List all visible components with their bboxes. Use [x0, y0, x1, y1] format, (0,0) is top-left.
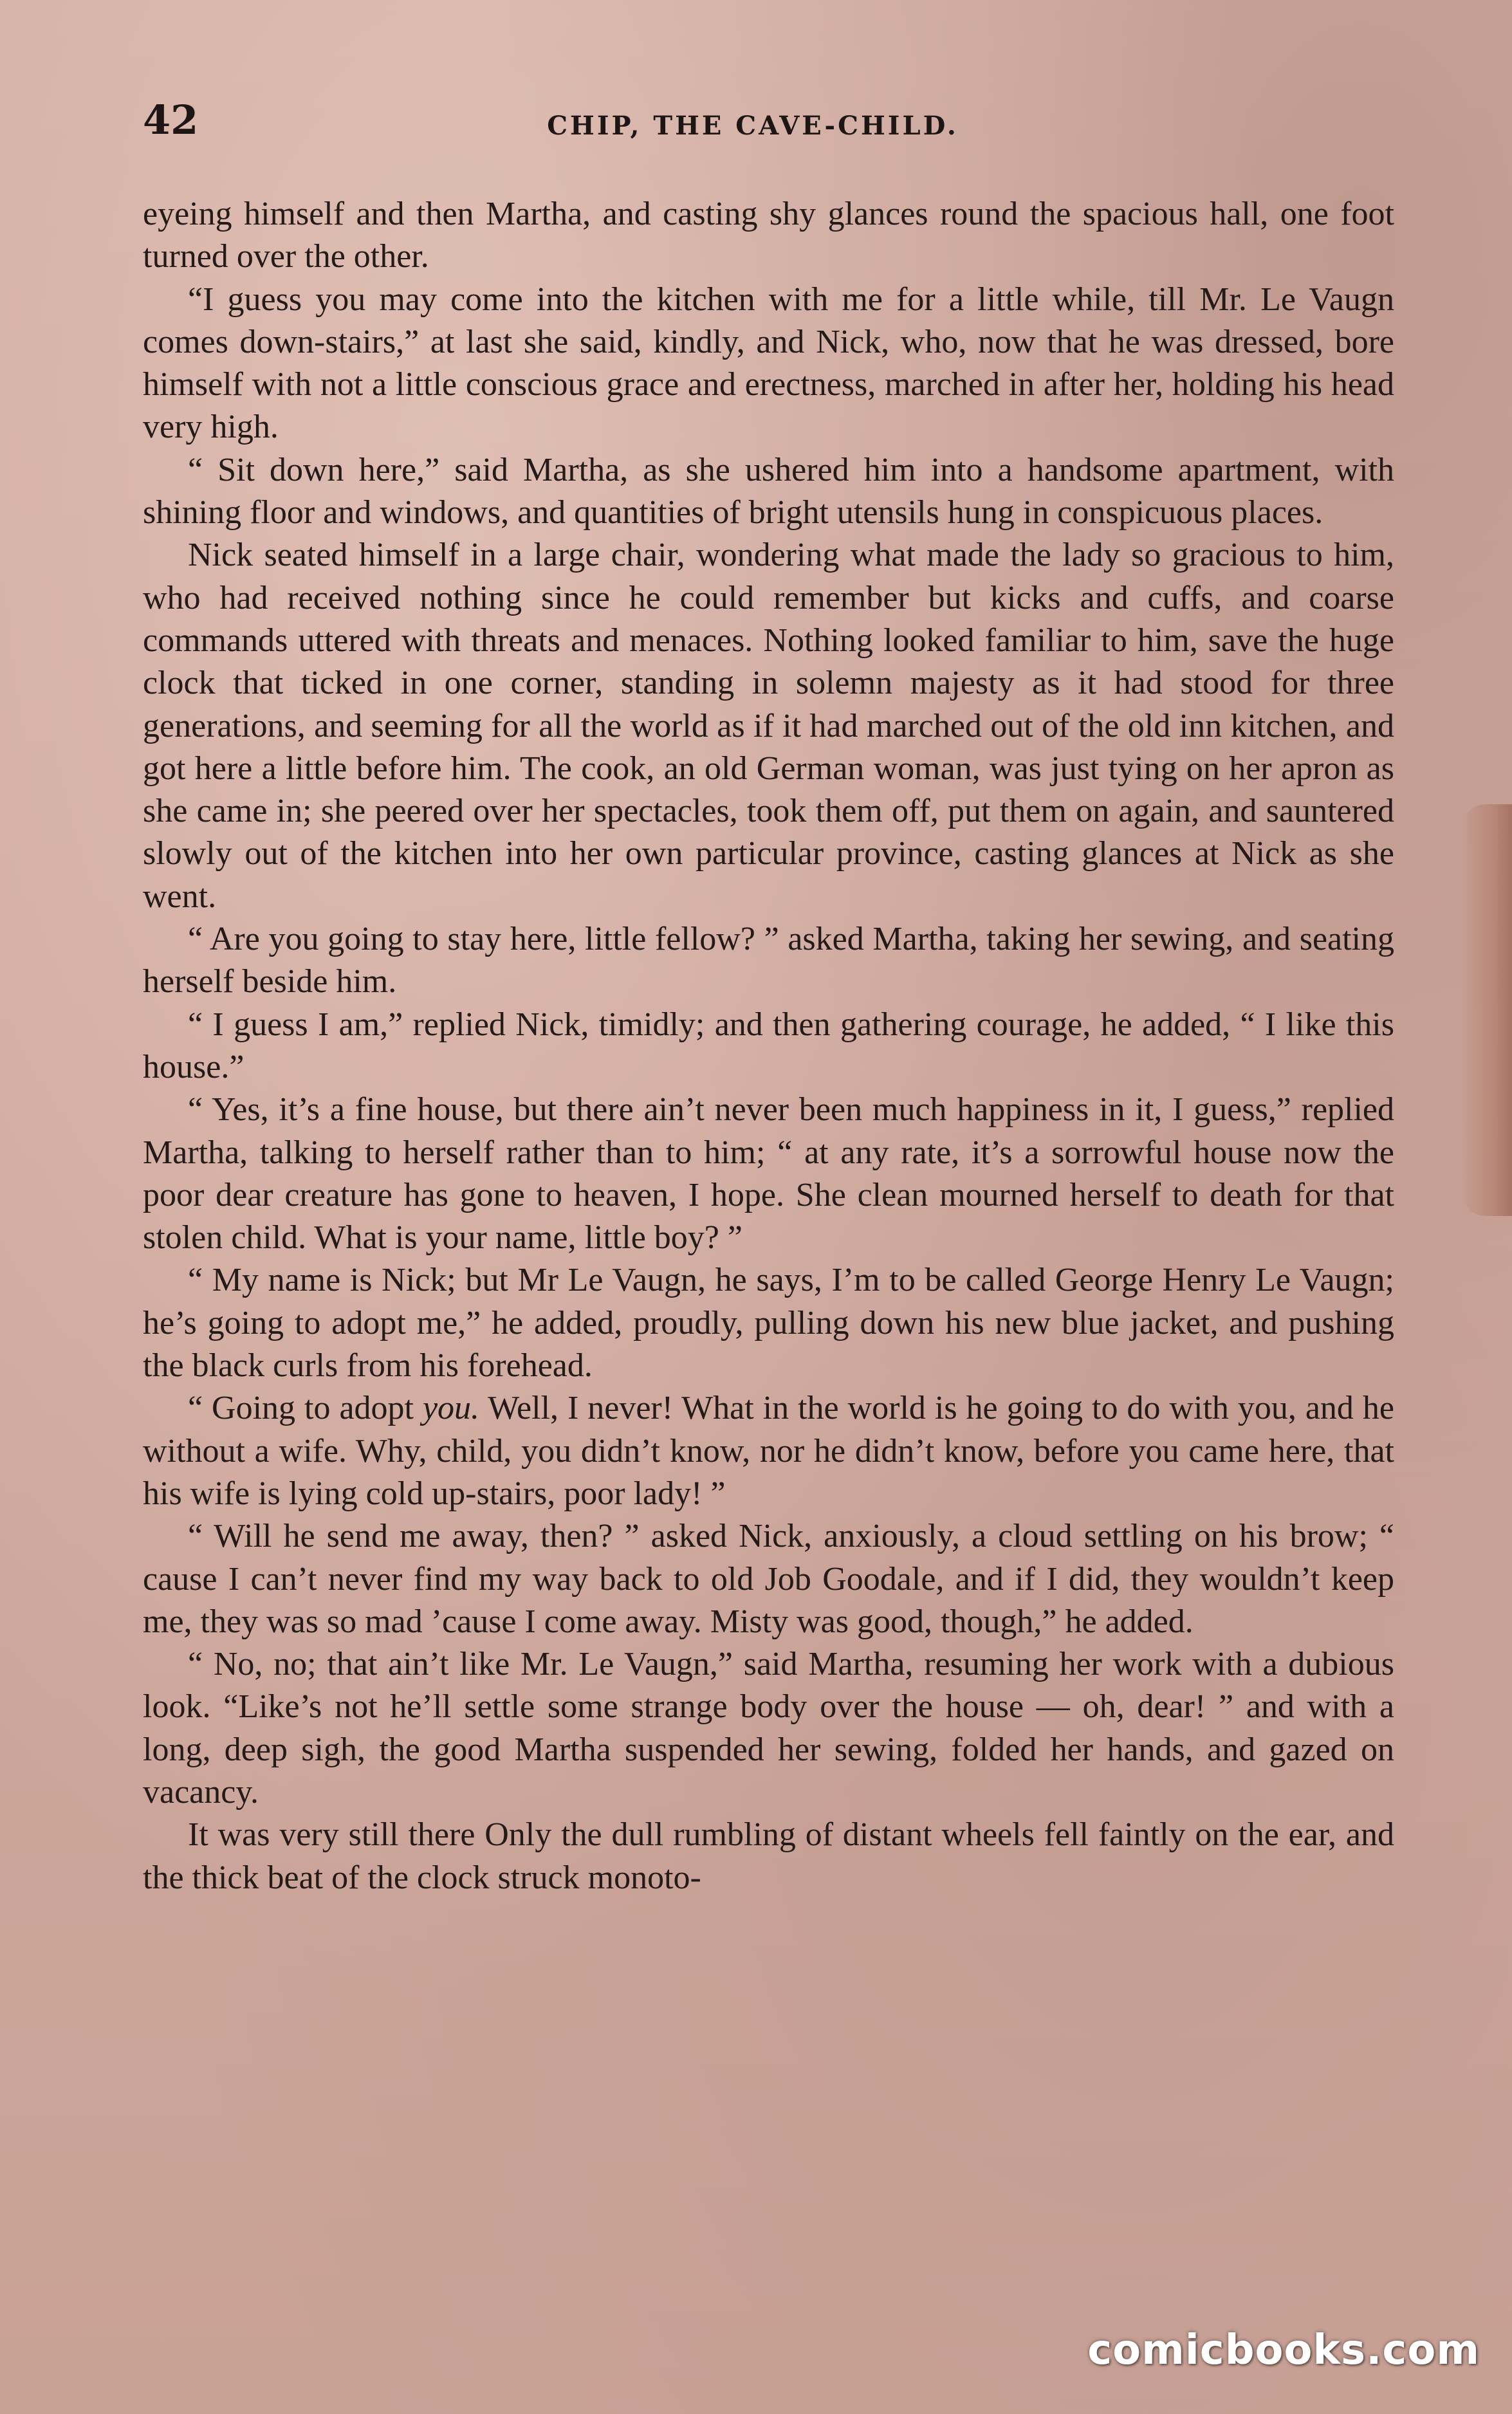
paragraph-text: “ I guess I am,” replied Nick, timidly; and then gathering courage, he added, “ I like this house.”	[143, 1006, 1394, 1085]
page-header	[109, 97, 1396, 154]
paragraph-text: “ Going to adopt	[188, 1390, 423, 1427]
paragraph-text: It was very still there Only the dull rumbling of distant wheels fell faintly on the ear, and the thick beat of the clock struck monoto-	[143, 1816, 1394, 1896]
paragraph	[143, 918, 1394, 1004]
paragraph	[143, 534, 1394, 918]
page-number: 42	[143, 97, 199, 143]
paragraph-text: “I guess you may come into the kitchen with me for a little while, till Mr. Le Vaugn comes down-stairs,” at last she said, kindly, and Nick, who, now that he was dressed, bore himself with not a little conscious grace and erectness, marched in after her, holding his head very high.	[143, 281, 1394, 446]
running-title: CHIP, THE CAVE-CHILD.	[547, 111, 959, 141]
body-text	[143, 193, 1394, 1899]
paragraph-text: “ Yes, it’s a fine house, but there ain’t never been much happiness in it, I guess,” replied Martha, talking to herself rather than to him; “ at any rate, it’s a sorrowful house now the poor dear creature has gone to heaven, I hope. She clean mourned herself to death for that stolen child. What is your name, little boy? ”	[143, 1091, 1394, 1257]
page-edge-stain	[1461, 804, 1512, 1216]
watermark: comicbooks.com	[1087, 2326, 1480, 2374]
paragraph-text: Well, I never! What in the world is he going to do with you, and he without a wife. Why, child, you didn’t know, nor he didn’t know, before you came here, that his wife is lying cold up-stairs, poor lady! ”	[143, 1390, 1394, 1512]
paragraph	[143, 1387, 1394, 1515]
paragraph-text: eyeing himself and then Martha, and casting shy glances round the spacious hall, one foot turned over the other.	[143, 196, 1394, 275]
paragraph-text: Nick seated himself in a large chair, wondering what made the lady so gracious to him, who had received nothing since he could remember but kicks and cuffs, and coarse commands uttered with threats and menaces. Nothing looked familiar to him, save the huge clock that ticked in one corner, standing in solemn majesty as it had stood for three generations, and seeming for all the world as if it had marched out of the old inn kitchen, and got here a little before him. The cook, an old German woman, was just tying on her apron as she came in; she peered over her spectacles, took them off, put them on again, and sauntered slowly out of the kitchen into her own particular province, casting glances at Nick as she went.	[143, 537, 1394, 915]
paragraph-text: “ Will he send me away, then? ” asked Nick, anxiously, a cloud settling on his brow; “ cause I can’t never find my way back to old Job Goodale, and if I did, they wouldn’t keep me, they was so mad ’cause I come away. Misty was good, though,” he added.	[143, 1518, 1394, 1640]
paragraph-text: “ My name is Nick; but Mr Le Vaugn, he says, I’m to be called George Henry Le Vaugn; he’s going to adopt me,” he added, proudly, pulling down his new blue jacket, and pushing the black curls from his forehead.	[143, 1262, 1394, 1385]
paragraph-text: “ Sit down here,” said Martha, as she ushered him into a handsome apartment, with shining floor and windows, and quantities of bright utensils hung in conspicuous places.	[143, 451, 1394, 531]
paragraph	[143, 1089, 1394, 1259]
paragraph	[143, 1515, 1394, 1643]
paragraph-text: “ Are you going to stay here, little fellow? ” asked Martha, taking her sewing, and seating herself beside him.	[143, 921, 1394, 1000]
paragraph	[143, 1643, 1394, 1814]
paragraph	[143, 193, 1394, 279]
paragraph	[143, 449, 1394, 535]
paragraph-text: “ No, no; that ain’t like Mr. Le Vaugn,” said Martha, resuming her work with a dubious look. “Like’s not he’ll settle some strange body over the house — oh, dear! ” and with a long, deep sigh, the good Martha suspended her sewing, folded her hands, and gazed on vacancy.	[143, 1646, 1394, 1810]
paragraph	[143, 1004, 1394, 1089]
emphasized-text: you.	[422, 1390, 480, 1427]
paragraph	[143, 279, 1394, 449]
paragraph	[143, 1259, 1394, 1387]
paragraph	[143, 1814, 1394, 1899]
